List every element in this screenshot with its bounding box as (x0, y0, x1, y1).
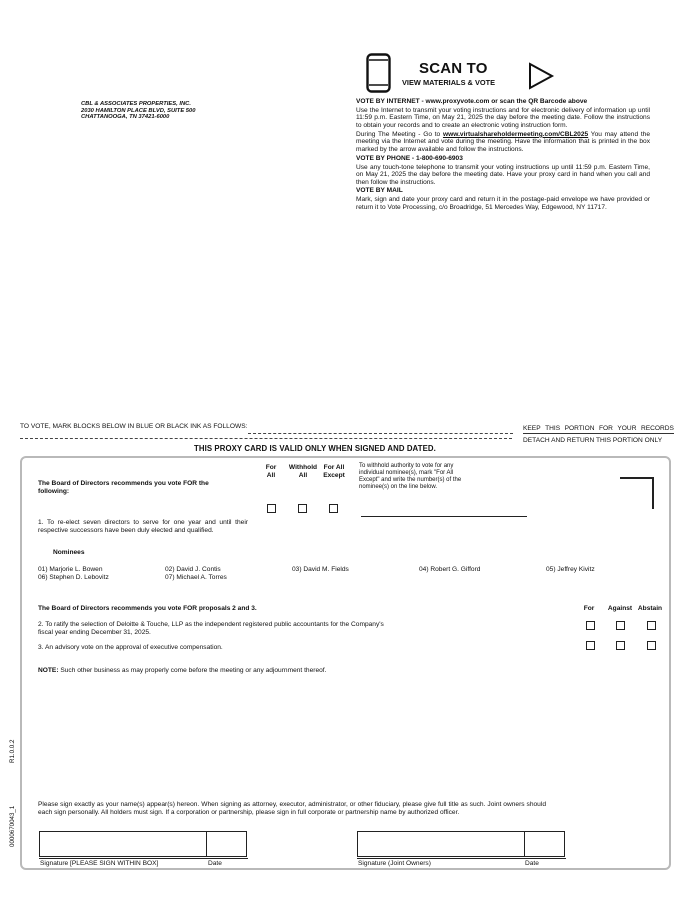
corner-mark (620, 477, 654, 509)
meeting-link[interactable]: www.virtualshareholdermeeting.com/CBL2025 (442, 130, 589, 138)
signature-instruction: Please sign exactly as your name(s) appear(s) hereon. When signing as attorney, executor, administrator, or other fiduciary, please give full title as such. Joint owners should each sign personally. All holders must sign. If a corporation or partnership, please sign in full corporate or partnership name by authorized officer. (38, 801, 546, 816)
date-box[interactable] (207, 831, 247, 857)
internet-body: Use the Internet to transmit your voting instructions and for electronic delivery of information up until 11:59 p.m. Eastern Time, on May 21, 2025 the day before the meeting date. Follow the instructions to obtain your records and to create an electronic voting instruction form. (356, 106, 650, 129)
signature-box[interactable] (39, 831, 207, 857)
keep-word: KEEP (523, 425, 541, 432)
proposal-2-abstain-checkbox[interactable] (647, 621, 656, 630)
nominee-item: 01) Marjorie L. Bowen (38, 566, 103, 573)
withhold-all-checkbox[interactable] (298, 504, 307, 513)
note-line (38, 667, 326, 675)
proposal-2-for-checkbox[interactable] (586, 621, 595, 630)
keep-word: THIS (545, 425, 561, 432)
proposal-3-against-checkbox[interactable] (616, 641, 625, 650)
proposal-3-abstain-checkbox[interactable] (647, 641, 656, 650)
voting-instructions (356, 98, 650, 213)
mail-heading: VOTE BY MAIL (356, 187, 403, 195)
mail-body: Mark, sign and date your proxy card and return it in the postage-paid envelope we have provided or return it to Vote Processing, c/o Broadridge, 51 Mercedes Way, Edgewood, NY 11717. (356, 196, 650, 211)
mark-instruction: TO VOTE, MARK BLOCKS BELOW IN BLUE OR BLACK INK AS FOLLOWS: (20, 423, 248, 430)
phone-heading: VOTE BY PHONE - 1-800-690-6903 (356, 154, 463, 162)
board-recommendation-2: The Board of Directors recommends you vote FOR proposals 2 and 3. (38, 605, 257, 612)
company-address-line1: 2030 HAMILTON PLACE BLVD, SUITE 500 (81, 107, 196, 114)
detach-return-text: DETACH AND RETURN THIS PORTION ONLY (523, 437, 663, 444)
company-address-line2: CHATTANOOGA, TN 37421-6000 (81, 114, 170, 121)
internet-heading: VOTE BY INTERNET - www.proxyvote.com or scan the QR Barcode above (356, 98, 588, 105)
nominee-item: 03) David M. Fields (292, 566, 349, 573)
joint-date-box[interactable] (525, 831, 565, 857)
signature-label: Signature [PLEASE SIGN WITHIN BOX] (40, 860, 159, 867)
side-code-1: 0000670043_1 (9, 805, 16, 847)
joint-date-label: Date (525, 860, 539, 867)
nominee-item: 02) David J. Contis (165, 566, 221, 573)
phone-body: Use any touch-tone telephone to transmit your voting instructions up until 11:59 p.m. Eastern Time, on May 21, 2025 the day before the meeting date. Have your proxy card in hand when you call and then follow the instructions. (356, 163, 650, 186)
nominees-label: Nominees (53, 549, 85, 556)
col-for-all: For All (265, 464, 277, 479)
note-text: Such other business as may properly come before the meeting or any adjournment thereof. (58, 667, 327, 674)
nominee-item: 06) Stephen D. Lebovitz (38, 574, 109, 581)
col-for: For (583, 605, 595, 612)
board-recommendation-1: The Board of Directors recommends you vote FOR the following: (38, 480, 209, 495)
detach-dashed-line-lower (20, 438, 512, 439)
joint-signature-box[interactable] (357, 831, 525, 857)
joint-signature-label: Signature (Joint Owners) (358, 860, 431, 867)
joint-signature-rule (357, 858, 566, 859)
scan-subtitle: VIEW MATERIALS & VOTE (402, 78, 496, 87)
withhold-note: To withhold authority to vote for any individual nominee(s), mark "For All Except" and write the number(s) of the nominee(s) on the line below. (359, 463, 462, 490)
proposal-2-text: 2. To ratify the selection of Deloitte & Touche, LLP as the independent registered public accountants for the Company's fiscal year ending December 31, 2025. (38, 621, 384, 636)
proposal-3-for-checkbox[interactable] (586, 641, 595, 650)
meeting-paragraph (356, 131, 650, 154)
for-all-checkbox[interactable] (267, 504, 276, 513)
keep-rule (523, 433, 674, 434)
proposal-1-text: 1. To re-elect seven directors to serve for one year and until their respective successors have been duly elected and qualified. (38, 519, 248, 534)
nominee-item: 05) Jeffrey Kivitz (546, 566, 595, 573)
proposal-3-text: 3. An advisory vote on the approval of executive compensation. (38, 644, 223, 651)
nominee-item: 04) Robert G. Gifford (419, 566, 481, 573)
keep-word: YOUR (617, 425, 637, 432)
smartphone-icon (366, 53, 391, 93)
col-withhold-all: Withhold All (288, 464, 318, 479)
meeting-pre: During The Meeting - Go to (356, 130, 443, 138)
company-address-block (81, 101, 195, 121)
keep-word: PORTION (564, 425, 595, 432)
keep-portion-text (523, 425, 674, 432)
play-arrow-icon (527, 62, 555, 90)
keep-word: FOR (599, 425, 613, 432)
proposal-2-against-checkbox[interactable] (616, 621, 625, 630)
valid-notice: THIS PROXY CARD IS VALID ONLY WHEN SIGNED AND DATED. (194, 444, 436, 453)
col-against: Against (607, 605, 633, 612)
scan-title: SCAN TO (419, 60, 488, 77)
company-name: CBL & ASSOCIATES PROPERTIES, INC. (81, 101, 191, 107)
side-code-2: R1.0.0.2 (9, 739, 16, 763)
date-label: Date (208, 860, 222, 867)
col-for-all-except: For All Except (323, 464, 345, 479)
col-abstain: Abstain (637, 605, 663, 612)
keep-word: RECORDS (640, 425, 674, 432)
note-label: NOTE: (38, 667, 59, 674)
nominee-exception-line[interactable] (361, 516, 527, 517)
meeting-post: You may attend the meeting via the Internet and vote during the meeting. Have the information that is printed in the box marked by the arrow available and follow the instructions. (356, 130, 651, 153)
for-all-except-checkbox[interactable] (329, 504, 338, 513)
detach-dashed-line (248, 433, 513, 434)
signature-rule (39, 858, 248, 859)
nominee-item: 07) Michael A. Torres (165, 574, 227, 581)
